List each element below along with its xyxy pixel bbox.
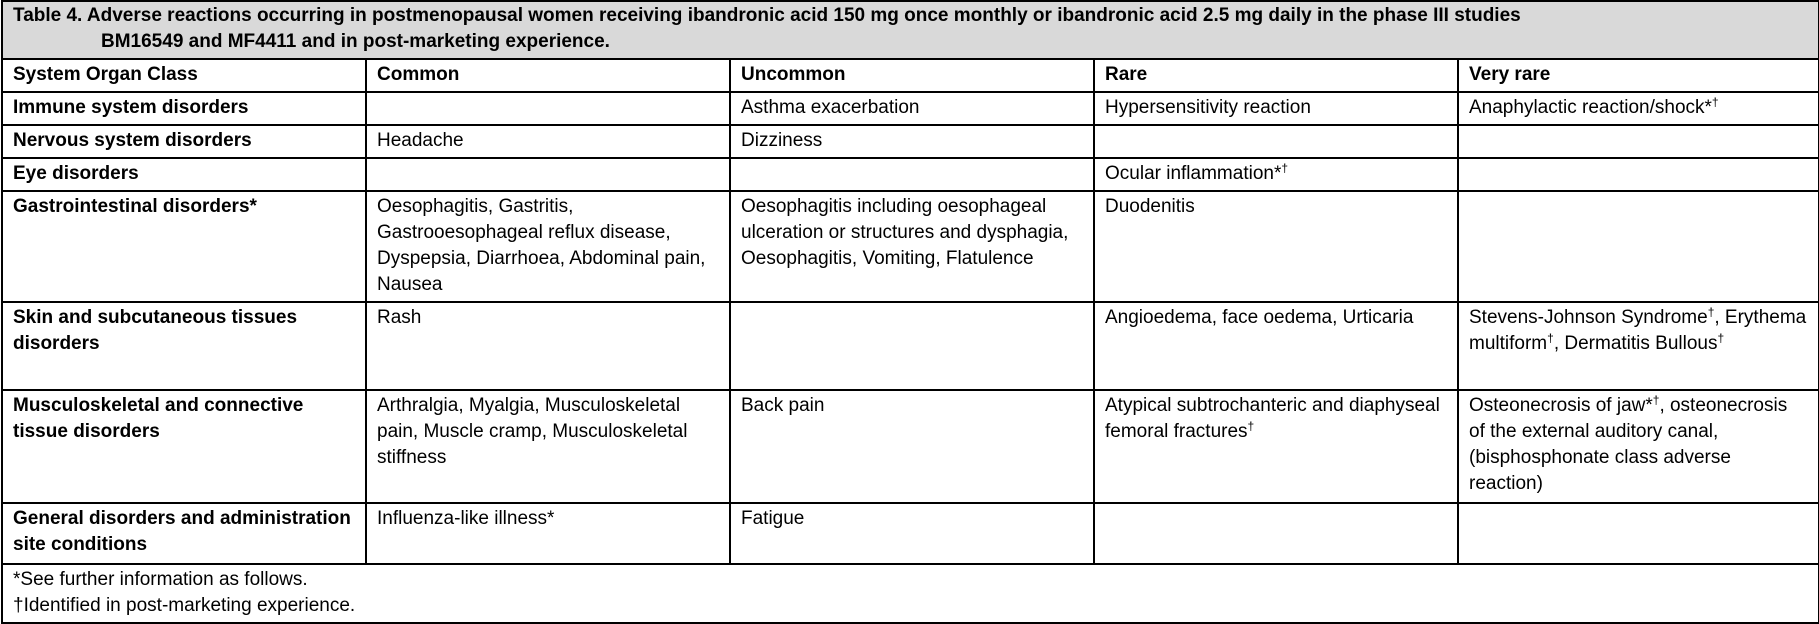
footnote-asterisk: *See further information as follows. (13, 569, 308, 590)
rare-cell (1094, 125, 1458, 158)
rare-text: Atypical subtrochanteric and diaphyseal femoral fractures (1105, 395, 1440, 442)
adverse-reactions-table (1, 0, 1819, 624)
rare-cell: Duodenitis (1094, 191, 1458, 302)
soc-cell: Nervous system disorders (2, 125, 366, 158)
very-rare-cell (1458, 125, 1819, 158)
uncommon-cell: Oesophagitis including oesophageal ulceration or structures and dysphagia, Oesophagitis, Vomiting, Flatulence (730, 191, 1094, 302)
very-rare-cell (1458, 191, 1819, 302)
dagger-mark: † (1652, 393, 1660, 407)
soc-cell: Musculoskeletal and connective tissue disorders (2, 390, 366, 503)
table-row (2, 390, 1819, 503)
very-rare-text: , Erythema multiform (1469, 307, 1807, 354)
caption-row (2, 1, 1819, 59)
common-cell: Headache (366, 125, 730, 158)
soc-cell: Skin and subcutaneous tissues disorders (2, 302, 366, 390)
soc-cell: General disorders and administration site conditions (2, 503, 366, 564)
table-row (2, 503, 1819, 564)
header-uncommon: Uncommon (730, 59, 1094, 92)
very-rare-cell (1458, 503, 1819, 564)
table-row (2, 125, 1819, 158)
very-rare-cell (1458, 390, 1819, 503)
very-rare-cell (1458, 302, 1819, 390)
uncommon-cell (730, 302, 1094, 390)
very-rare-text: , Dermatitis Bullous (1553, 333, 1718, 354)
common-cell: Rash (366, 302, 730, 390)
dagger-mark: † (1547, 331, 1554, 345)
footnote-dagger: †Identified in post-marketing experience. (13, 595, 356, 616)
rare-cell (1094, 390, 1458, 503)
common-cell: Influenza-like illness* (366, 503, 730, 564)
very-rare-text: Osteonecrosis of jaw* (1469, 395, 1653, 416)
very-rare-cell (1458, 92, 1819, 125)
rare-cell (1094, 503, 1458, 564)
caption-line-2: BM16549 and MF4411 and in post-marketing experience. (101, 31, 610, 52)
header-very-rare: Very rare (1458, 59, 1819, 92)
soc-cell: Immune system disorders (2, 92, 366, 125)
header-soc: System Organ Class (2, 59, 366, 92)
footnote-row (2, 564, 1819, 623)
soc-cell: Gastrointestinal disorders* (2, 191, 366, 302)
common-cell (366, 92, 730, 125)
very-rare-cell (1458, 158, 1819, 191)
very-rare-text: Stevens-Johnson Syndrome (1469, 307, 1708, 328)
common-cell: Oesophagitis, Gastritis, Gastrooesophageal reflux disease, Dyspepsia, Diarrhoea, Abdominal pain, Nausea (366, 191, 730, 302)
rare-cell: Hypersensitivity reaction (1094, 92, 1458, 125)
rare-cell (1094, 158, 1458, 191)
table-row (2, 302, 1819, 390)
header-common: Common (366, 59, 730, 92)
uncommon-cell: Dizziness (730, 125, 1094, 158)
footnotes (2, 564, 1819, 623)
very-rare-text: Anaphylactic reaction/shock* (1469, 97, 1712, 118)
rare-cell: Angioedema, face oedema, Urticaria (1094, 302, 1458, 390)
header-rare: Rare (1094, 59, 1458, 92)
table-row (2, 158, 1819, 191)
header-row (2, 59, 1819, 92)
dagger-mark: † (1717, 331, 1725, 345)
table-row (2, 92, 1819, 125)
table-row (2, 191, 1819, 302)
common-cell (366, 158, 730, 191)
table-caption (2, 1, 1819, 59)
dagger-mark: † (1707, 305, 1715, 319)
dagger-mark: † (1711, 95, 1719, 109)
dagger-mark: † (1247, 419, 1255, 433)
dagger-mark: † (1281, 161, 1289, 175)
uncommon-cell: Asthma exacerbation (730, 92, 1094, 125)
very-rare-text: , osteonecrosis of the external auditory canal, (bisphosphonate class adverse reaction) (1469, 395, 1788, 494)
soc-cell: Eye disorders (2, 158, 366, 191)
uncommon-cell: Back pain (730, 390, 1094, 503)
caption-line-1: Table 4. Adverse reactions occurring in postmenopausal women receiving ibandronic acid 150 mg once monthly or ibandronic acid 2.5 mg daily in the phase III studies (13, 5, 1521, 26)
uncommon-cell: Fatigue (730, 503, 1094, 564)
common-cell: Arthralgia, Myalgia, Musculoskeletal pain, Muscle cramp, Musculoskeletal stiffness (366, 390, 730, 503)
uncommon-cell (730, 158, 1094, 191)
rare-text: Ocular inflammation* (1105, 163, 1282, 184)
